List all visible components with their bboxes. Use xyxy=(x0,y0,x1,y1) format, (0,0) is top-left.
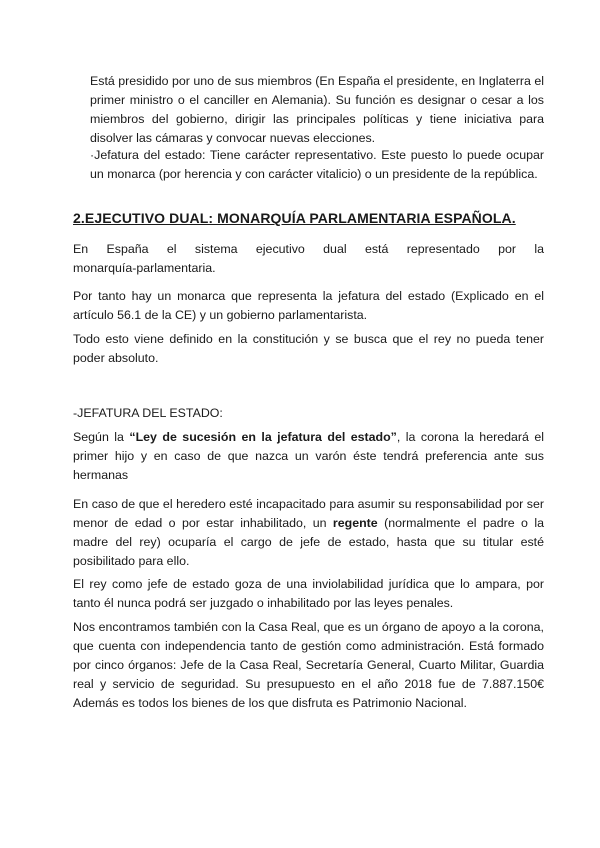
segun-text-pre: Según la xyxy=(73,430,130,444)
heredero-text-post: (normalmente el padre o la madre del rey) ocuparía el cargo de jefe de estado, hasta que su titular esté posibilitado para ello. xyxy=(73,516,544,568)
paragraph-rey: El rey como jefe de estado goza de una inviolabilidad jurídica que lo ampara, por tanto él nunca podrá ser juzgado o inhabilitado por las leyes penales. xyxy=(73,577,544,610)
segun-text-post: , la corona la heredará el primer hijo y en caso de que nazca un varón éste tendrá preferencia ante sus hermanas xyxy=(73,430,545,482)
paragraph-por-tanto: Por tanto hay un monarca que representa la jefatura del estado (Explicado en el artículo 56.1 de la CE) y un gobierno parlamentarista. xyxy=(73,289,544,322)
jefatura-heading: -JEFATURA DEL ESTADO: xyxy=(73,406,223,420)
paragraph-jefatura-item: ·Jefatura del estado: Tiene carácter representativo. Este puesto lo puede ocupar un monarca (por herencia y con carácter vitalicio) o un presidente de la república. xyxy=(90,148,544,181)
paragraph-casa-real: Nos encontramos también con la Casa Real, que es un órgano de apoyo a la corona, que cuenta con independencia tanto de gestión como administración. Está formado por cinco órganos: Jefe de la Casa Real, Secretaría General, Cuarto Militar, Guardia real y servicio de seguridad. Su presupuesto en el año 2018 fue de 7.887.150€ Además es todos los bienes de los que disfruta es Patrimonio Nacional. xyxy=(73,620,544,710)
paragraph-presidido: Está presidido por uno de sus miembros (En España el presidente, en Inglaterra el primer ministro o el canciller en Alemania). Su función es designar o cesar a los miembros del gobierno, dirigir las principales políticas y tiene iniciativa para disolver las cámaras y convocar nuevas elecciones. xyxy=(90,74,544,145)
paragraph-todo-esto: Todo esto viene definido en la constitución y se busca que el rey no pueda tener poder absoluto. xyxy=(73,332,544,365)
heredero-text-pre: En caso de que el heredero esté incapacitado para asumir su responsabilidad por ser menor de edad o por estar inhabilitado, un xyxy=(73,497,544,530)
paragraph-dual: En España el sistema ejecutivo dual está representado por la monarquía-parlamentaria. xyxy=(73,242,544,275)
regente-bold: regente xyxy=(332,516,378,530)
paragraph-heredero xyxy=(73,495,544,571)
ley-sucesion-bold: “Ley de sucesión en la jefatura del estado” xyxy=(129,430,397,444)
section-heading: 2.EJECUTIVO DUAL: MONARQUÍA PARLAMENTARIA ESPAÑOLA. xyxy=(73,210,516,226)
paragraph-segun xyxy=(73,428,544,485)
